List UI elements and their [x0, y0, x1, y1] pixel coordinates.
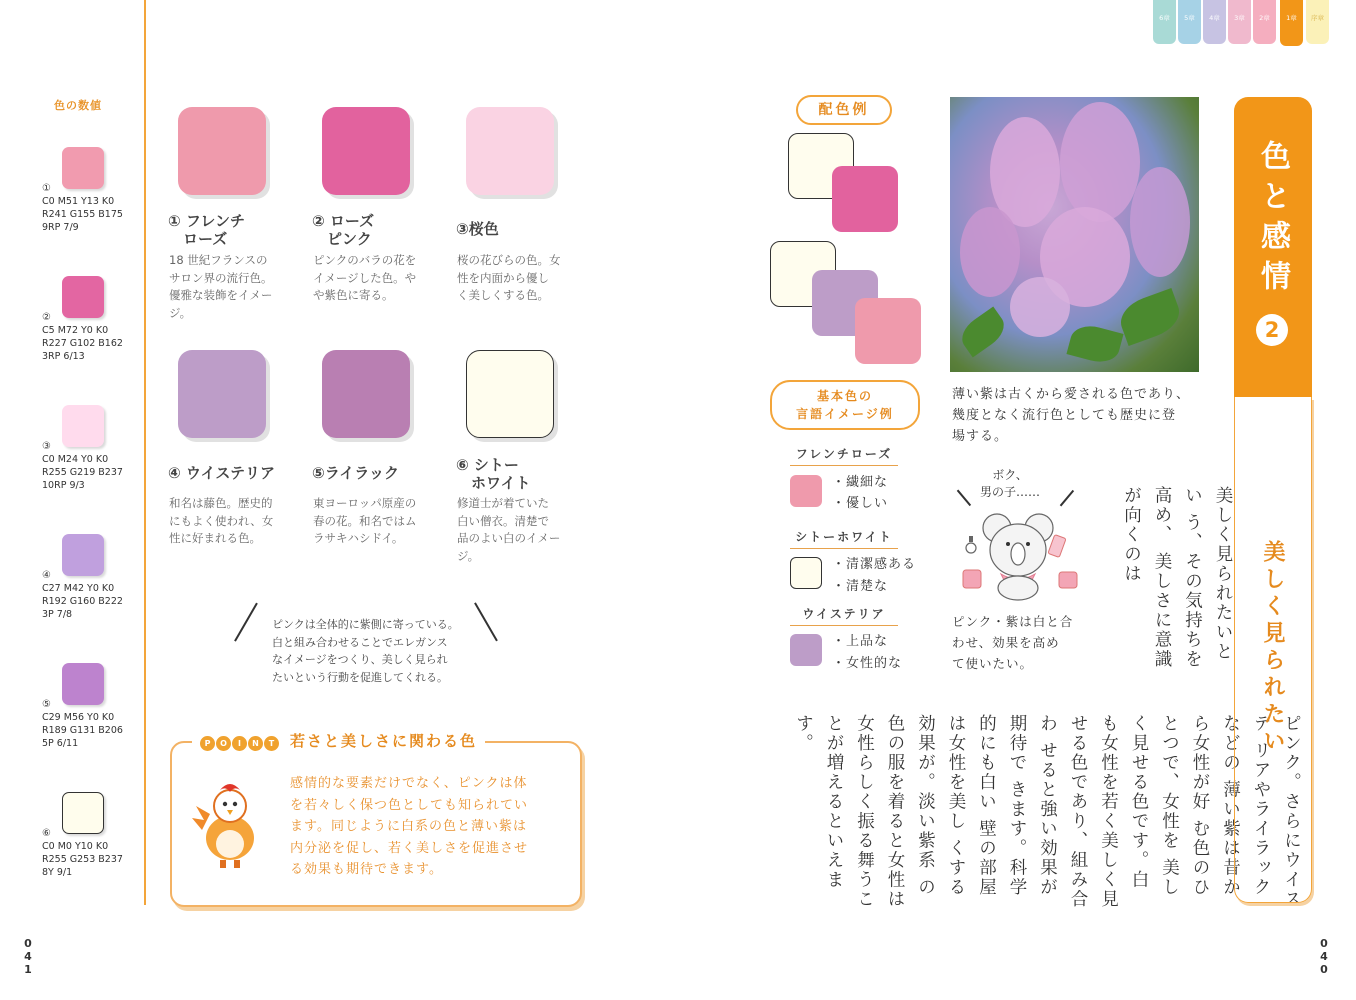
swatch-title: ③桜色 [456, 220, 499, 238]
body-text-bottom: ピンク。さらにウイステ リアやライラックなどの 薄い紫は昔から女性が好 む色のひとつで、女性を 美しく見せる色です。白 も女性を若く美しく見 せる色であり、組み合わ せると強い効果が期待で きます。科学的にも白い 壁の部屋は女性を美し くする効果が。淡い紫系 の色の服を着ると女性は 女性らしく振る舞うこ とが増えるといえます。 [793, 714, 1302, 909]
rgb-value: R255 G253 B237 [42, 854, 123, 865]
color-value-1 [42, 147, 142, 237]
swatch-description: 桜の花びらの色。女 性を内面から優し く美しくする色。 [457, 253, 561, 302]
combo-french-rose-square [855, 298, 921, 364]
color-value-chip [62, 792, 104, 834]
keyword-chip [790, 634, 822, 666]
point-badge-letter: P [200, 736, 215, 751]
cmyk-value: C0 M51 Y13 K0 [42, 196, 115, 207]
chapter-title: 色と感情 [1255, 140, 1290, 300]
tab-chapter-2[interactable]: 2章 [1253, 0, 1276, 44]
swatch-citeaux-white [466, 350, 554, 438]
tab-chapter-6[interactable]: 6章 [1153, 0, 1176, 44]
keyword-heading: ウイステリア [790, 605, 898, 626]
color-example-label: 配色例 [796, 95, 892, 125]
swatch-wisteria [178, 350, 266, 438]
point-badge [200, 731, 280, 751]
munsell-value: 3P 7/8 [42, 609, 73, 620]
swatch-title: ② ローズ ピンク [312, 212, 375, 248]
point-badge-letter: T [264, 736, 279, 751]
left-page-rule [144, 0, 146, 905]
rooster-mascot-icon [190, 780, 268, 870]
rgb-value: R192 G160 B222 [42, 596, 123, 607]
point-text: 感情的な要素だけでなく、ピンクは体 を若々しく保つ色としても知られてい ます。同じように白系の色と薄い紫は 内分泌を促し、若く美しさを促進させ る効果も期待できます。 [290, 776, 529, 877]
color-value-chip [62, 147, 104, 189]
keyword-word: ・優しい [832, 496, 889, 511]
body-text-top: 美しく見られたいとい う、その気持ちを高め、 美しさに意識が向くのは [1121, 486, 1233, 670]
combo-rose-pink-square [832, 166, 898, 232]
point-badge-letter: N [248, 736, 263, 751]
keyword-word: ・女性的な [832, 656, 903, 671]
chapter-number-badge: 2 [1256, 314, 1288, 346]
swatch-lilac [322, 350, 410, 438]
color-value-chip [62, 663, 104, 705]
color-value-4 [42, 534, 142, 624]
keyword-heading: シトーホワイト [790, 528, 898, 549]
munsell-value: 9RP 7/9 [42, 222, 79, 233]
language-image-label: 基本色の 言語イメージ例 [770, 380, 920, 430]
color-values-title: 色の数値 [54, 99, 102, 112]
swatch-sakura [466, 107, 554, 195]
color-value-number: ⑥ [42, 828, 51, 839]
swatch-description: 東ヨーロッパ原産の 春の花。和名ではム ラサキハシドイ。 [313, 496, 417, 545]
tab-chapter-1[interactable]: 1章 [1280, 0, 1303, 46]
keyword-word: ・上品な [832, 634, 889, 649]
point-badge-letter: O [216, 736, 231, 751]
speech-mark-left [957, 490, 971, 506]
color-value-chip [62, 405, 104, 447]
tab-chapter-4[interactable]: 4章 [1203, 0, 1226, 44]
swatch-french-rose [178, 107, 266, 195]
color-value-2 [42, 276, 142, 366]
swatch-note: ピンクは全体的に紫側に寄っている。 白と組み合わせることでエレガンス なイメージをつくり、美しく見られ たいという行動を促進してくれる。 [272, 618, 459, 684]
mascot-speech: ボク、 男の子…… [980, 468, 1041, 499]
swatch-description: 18 世紀フランスの サロン界の流行色。 優雅な装飾をイメー ジ。 [169, 253, 273, 320]
color-value-5 [42, 663, 142, 753]
tab-prologue[interactable]: 序章 [1306, 0, 1329, 44]
swatch-description: ピンクのバラの花を イメージした色。や や紫色に寄る。 [313, 253, 417, 302]
cmyk-value: C0 M0 Y10 K0 [42, 841, 109, 852]
rgb-value: R255 G219 B237 [42, 467, 123, 478]
color-value-chip [62, 534, 104, 576]
munsell-value: 8Y 9/1 [42, 867, 73, 878]
swatch-rose-pink [322, 107, 410, 195]
tab-chapter-3[interactable]: 3章 [1228, 0, 1251, 44]
photo-caption: 薄い紫は古くから愛される色であり、 幾度となく流行色としても歴史に登 場する。 [952, 387, 1191, 444]
color-value-number: ⑤ [42, 699, 51, 710]
point-header [192, 730, 485, 751]
munsell-value: 5P 6/11 [42, 738, 79, 749]
note-bracket-right [474, 603, 497, 642]
section-subtitle: 美しく見られたい [1260, 540, 1285, 756]
page-number-left: 0 4 1 [24, 937, 32, 976]
keyword-heading: フレンチローズ [790, 445, 898, 466]
note-bracket-left [234, 603, 257, 642]
color-value-number: ② [42, 312, 51, 323]
color-value-number: ③ [42, 441, 51, 452]
color-value-number: ④ [42, 570, 51, 581]
keyword-word: ・清潔感ある [832, 557, 917, 572]
swatch-description: 和名は藤色。歴史的 にもよく使われ、女 性に好まれる色。 [169, 496, 274, 545]
rgb-value: R189 G131 B206 [42, 725, 123, 736]
keyword-word: ・繊細な [832, 475, 889, 490]
keyword-chip [790, 557, 822, 589]
page-number-right: 0 4 0 [1320, 937, 1328, 976]
point-title: 若さと美しさに関わる色 [290, 732, 478, 750]
swatch-title: ④ ウイステリア [168, 464, 276, 482]
munsell-value: 10RP 9/3 [42, 480, 85, 491]
keyword-chip [790, 475, 822, 507]
color-value-number: ① [42, 183, 51, 194]
keyword-word: ・清楚な [832, 579, 889, 594]
color-value-chip [62, 276, 104, 318]
cmyk-value: C5 M72 Y0 K0 [42, 325, 109, 336]
tab-chapter-5[interactable]: 5章 [1178, 0, 1201, 44]
koala-mascot-icon [955, 510, 1085, 602]
cmyk-value: C0 M24 Y0 K0 [42, 454, 109, 465]
swatch-title: ⑥ シトー ホワイト [456, 456, 531, 492]
color-value-3 [42, 405, 142, 495]
speech-mark-right [1060, 490, 1074, 506]
cmyk-value: C27 M42 Y0 K0 [42, 583, 115, 594]
mascot-note: ピンク・紫は白と合 わせ、効果を高め て使いたい。 [952, 614, 1074, 671]
swatch-title: ① フレンチ ローズ [168, 212, 245, 248]
swatch-title: ⑤ライラック [312, 464, 399, 482]
point-badge-letter: I [232, 736, 247, 751]
color-value-6 [42, 792, 142, 882]
rgb-value: R227 G102 B162 [42, 338, 123, 349]
swatch-description: 修道士が着ていた 白い僧衣。清楚で 品のよい白のイメー ジ。 [457, 496, 561, 563]
munsell-value: 3RP 6/13 [42, 351, 85, 362]
rgb-value: R241 G155 B175 [42, 209, 123, 220]
lilac-photo [950, 97, 1199, 372]
cmyk-value: C29 M56 Y0 K0 [42, 712, 115, 723]
